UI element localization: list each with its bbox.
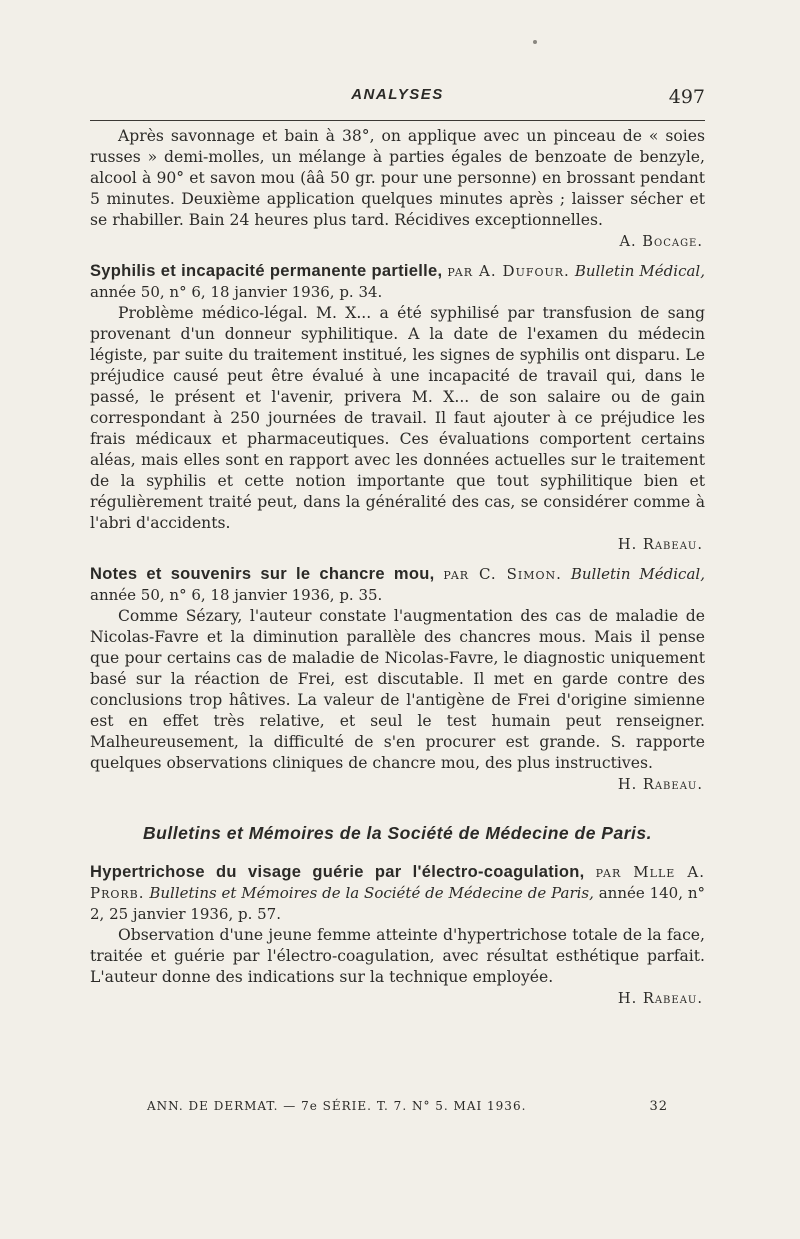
- entry-title: Hypertrichose du visage guérie par l'électro-coagulation,: [90, 863, 585, 881]
- page-content: [90, 126, 705, 1009]
- section-title: Bulletins et Mémoires de la Société de Médecine de Paris.: [143, 823, 652, 843]
- page-number: 497: [668, 86, 705, 108]
- entry-signature: H. Rabeau.: [617, 990, 703, 1007]
- entry-journal: Bulletins et Mémoires de la Société de Médecine de Paris,: [149, 884, 594, 902]
- running-title: ANALYSES: [351, 86, 444, 103]
- entry-body: Observation d'une jeune femme atteinte d'hypertrichose totale de la face, traitée et guérie par l'électro-coagulation, avec résultat esthétique parfait. L'auteur donne des indications sur la technique employée.: [90, 926, 705, 986]
- entry-citation: année 50, n° 6, 18 janvier 1936, p. 35.: [90, 586, 383, 604]
- entry-citation: année 140, n° 2, 25 janvier 1936, p. 57.: [90, 884, 705, 923]
- entry-journal: Bulletin Médical,: [570, 565, 705, 583]
- analysis-entry-hypertrichose: [90, 862, 705, 1009]
- entry-citation: année 50, n° 6, 18 janvier 1936, p. 34.: [90, 283, 383, 301]
- entry-byline: par C. Simon.: [443, 565, 562, 583]
- entry-title: Syphilis et incapacité permanente partielle,: [90, 262, 443, 280]
- footer-citation: ANN. DE DERMAT. — 7e SÉRIE. T. 7. N° 5. MAI 1936.: [147, 1099, 527, 1113]
- entry-body: Problème médico-légal. M. X... a été syphilisé par transfusion de sang provenant d'un donneur syphilitique. A la date de l'examen du médecin légiste, par suite du traitement institué, les signes de syphilis ont disparu. Le préjudice causé peut être évalué à une incapacité de travail qui, dans le passé, le présent et l'avenir, privera M. X... de son salaire ou de gain correspondant à 250 journées de travail. Il faut ajouter à ce préjudice les frais médicaux et pharmaceutiques. Ces évaluations comportent certains aléas, mais elles sont en rapport avec les données actuelles sur le traitement de la syphilis et cette notion importante que tout syphilitique bien et régulièrement traité peut, dans la généralité des cas, se considérer comme à l'abri d'accidents.: [90, 304, 705, 532]
- entry-body: Comme Sézary, l'auteur constate l'augmentation des cas de maladie de Nicolas-Favre et la diminution parallèle des chancres mous. Mais il pense que pour certains cas de maladie de Nicolas-Favre, le diagnostic uniquement basé sur la réaction de Frei, est discutable. Il met en garde contre des conclusions trop hâtives. La valeur de l'antigène de Frei d'origine simienne est en effet très relative, et seul le test humain peut renseigner. Malheureusement, la difficulté de s'en procurer est grande. S. rapporte quelques observations cliniques de chancre mou, des plus instructives.: [90, 607, 705, 772]
- entry-signature: H. Rabeau.: [617, 776, 703, 793]
- intro-paragraph: Après savonnage et bain à 38°, on applique avec un pinceau de « soies russes » demi-molles, un mélange à parties égales de benzoate de benzyle, alcool à 90° et savon mou (ââ 50 gr. pour une personne) en brossant pendant 5 minutes. Deuxième application quelques minutes après ; laisser sécher et se rhabiller. Bain 24 heures plus tard. Récidives exceptionnelles.: [90, 127, 705, 229]
- entry-journal: Bulletin Médical,: [574, 262, 705, 280]
- entry-byline: par A. Dufour.: [447, 262, 570, 280]
- entry-heading: [90, 862, 705, 925]
- entry-title: Notes et souvenirs sur le chancre mou,: [90, 565, 435, 583]
- entry-heading: [90, 564, 705, 606]
- page-header: [90, 86, 705, 116]
- ink-speck: [533, 40, 537, 44]
- entry-byline: par Mlle A. Prorb.: [90, 863, 705, 902]
- entry-heading: [90, 261, 705, 303]
- intro-signature: A. Bocage.: [619, 233, 703, 250]
- analysis-entry-chancre: [90, 564, 705, 795]
- analysis-entry-syphilis: [90, 261, 705, 555]
- header-rule: [90, 120, 705, 121]
- entry-signature: H. Rabeau.: [617, 536, 703, 553]
- signature-mark: 32: [649, 1099, 668, 1114]
